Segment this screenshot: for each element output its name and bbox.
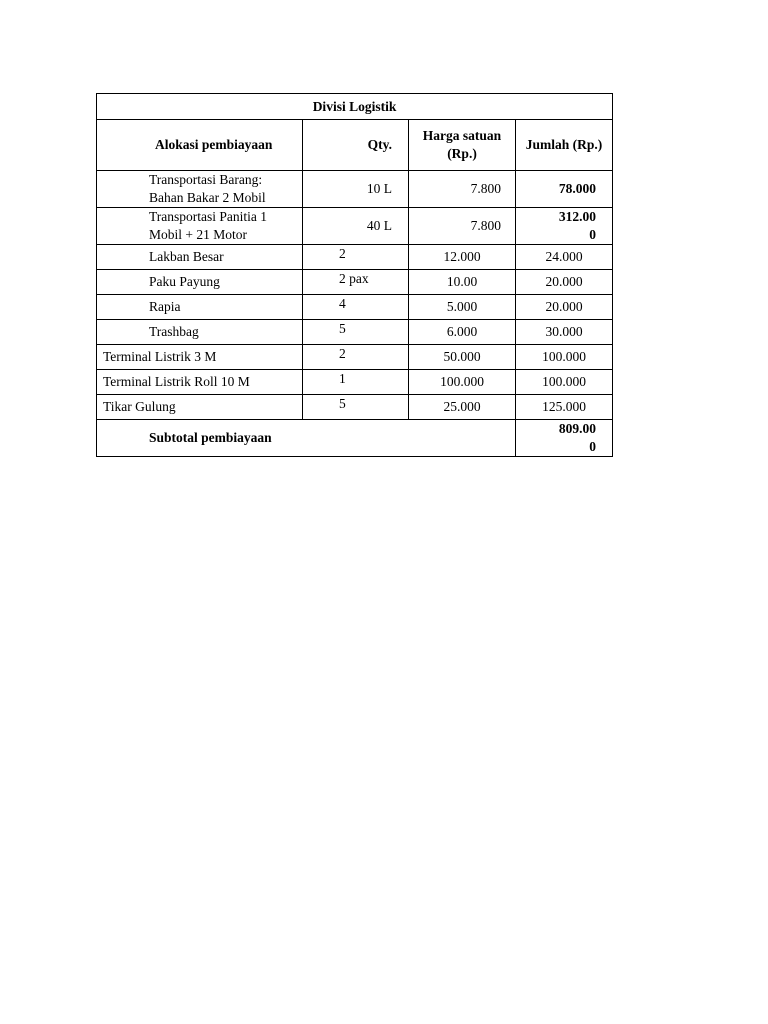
table-row [97,320,613,345]
qty-cell: 2 pax [303,270,409,295]
table-row [97,370,613,395]
price-cell: 5.000 [409,295,516,320]
qty-cell: 5 [303,320,409,345]
total-cell: 312.000 [516,208,613,245]
qty-cell: 5 [303,395,409,420]
price-cell: 25.000 [409,395,516,420]
qty-cell: 2 [303,245,409,270]
item-cell: Tikar Gulung [97,395,303,420]
header-unit-price: Harga satuan (Rp.) [409,120,516,171]
total-cell: 20.000 [516,270,613,295]
item-cell: Terminal Listrik 3 M [97,345,303,370]
header-total: Jumlah (Rp.) [516,120,613,171]
total-cell: 30.000 [516,320,613,345]
item-cell: Lakban Besar [97,245,303,270]
item-cell: Transportasi Barang: Bahan Bakar 2 Mobil [97,171,303,208]
table-title: Divisi Logistik [97,94,613,120]
subtotal-value: 809.000 [516,420,613,457]
header-qty: Qty. [303,120,409,171]
total-cell: 24.000 [516,245,613,270]
table-row [97,208,613,245]
table-row [97,395,613,420]
total-cell: 125.000 [516,395,613,420]
table-row [97,345,613,370]
item-cell: Terminal Listrik Roll 10 M [97,370,303,395]
price-cell: 50.000 [409,345,516,370]
header-allocation: Alokasi pembiayaan [97,120,303,171]
price-cell: 7.800 [409,208,516,245]
total-cell: 20.000 [516,295,613,320]
table-title-row [97,94,613,120]
qty-cell: 40 L [303,208,409,245]
qty-cell: 2 [303,345,409,370]
qty-cell: 10 L [303,171,409,208]
table-row [97,270,613,295]
table-row [97,245,613,270]
item-cell: Paku Payung [97,270,303,295]
price-cell: 100.000 [409,370,516,395]
subtotal-label: Subtotal pembiayaan [97,420,516,457]
price-cell: 6.000 [409,320,516,345]
table-row [97,295,613,320]
price-cell: 12.000 [409,245,516,270]
subtotal-row [97,420,613,457]
price-cell: 10.00 [409,270,516,295]
qty-cell: 4 [303,295,409,320]
item-cell: Rapia [97,295,303,320]
total-cell: 78.000 [516,171,613,208]
total-cell: 100.000 [516,345,613,370]
price-cell: 7.800 [409,171,516,208]
item-cell: Trashbag [97,320,303,345]
qty-cell: 1 [303,370,409,395]
item-cell: Transportasi Panitia 1 Mobil + 21 Motor [97,208,303,245]
table-header-row [97,120,613,171]
logistics-budget-table [96,93,613,457]
table-row [97,171,613,208]
total-cell: 100.000 [516,370,613,395]
